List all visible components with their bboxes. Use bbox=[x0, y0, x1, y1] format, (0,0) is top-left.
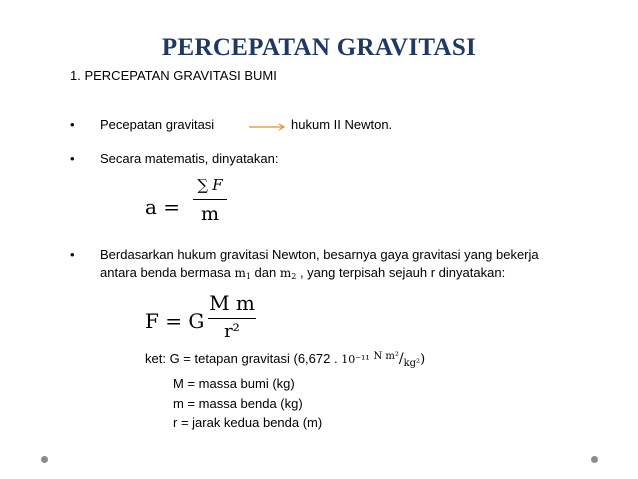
paragraph-line2 bbox=[100, 265, 505, 285]
paragraph-text: antara benda bermasa bbox=[100, 265, 235, 280]
ket-r: r = jarak kedua benda (m) bbox=[173, 415, 323, 430]
ket-power: 10⁻¹¹ bbox=[341, 353, 370, 366]
sigma-symbol: ∑ bbox=[197, 176, 209, 194]
slide-dot-icon bbox=[41, 456, 48, 463]
ket-unit-numerator: N m² bbox=[373, 351, 399, 362]
formula2-numerator: M m bbox=[209, 291, 255, 315]
arrow-right-icon bbox=[249, 123, 287, 131]
formula1-lhs: a = bbox=[145, 195, 181, 219]
section-heading: 1. PERCEPATAN GRAVITASI BUMI bbox=[70, 68, 277, 83]
ket-prefix: ket: G = tetapan gravitasi (6,672 . bbox=[145, 351, 342, 366]
bullet-icon: • bbox=[70, 117, 75, 132]
formula2-fraction-bar bbox=[208, 318, 256, 319]
formula1-denominator: m bbox=[200, 203, 220, 225]
bullet-icon: • bbox=[70, 151, 75, 166]
gravitasi-left-text: Pecepatan gravitasi bbox=[100, 117, 215, 132]
formula2-denominator: r² bbox=[224, 321, 240, 342]
mass2-symbol: $m_2$ bbox=[279, 266, 297, 281]
paragraph-text: , yang terpisah sejauh r dinyatakan: bbox=[296, 265, 506, 280]
matematis-text: Secara matematis, dinyatakan: bbox=[100, 151, 279, 166]
formula1-numerator bbox=[193, 176, 227, 194]
slide-dot-icon bbox=[591, 456, 598, 463]
slide-title: PERCEPATAN GRAVITASI bbox=[161, 34, 477, 61]
ket-unit-slash: / bbox=[398, 351, 404, 367]
paragraph-text: dan bbox=[250, 265, 280, 280]
ket-gravitational-constant bbox=[145, 349, 425, 372]
bullet-icon: • bbox=[70, 247, 75, 262]
ket-M: M = massa bumi (kg) bbox=[173, 376, 295, 391]
paragraph-line1: Berdasarkan hukum gravitasi Newton, besarnya gaya gravitasi yang bekerja bbox=[100, 247, 539, 262]
formula1-fraction-bar bbox=[193, 199, 227, 200]
ket-m: m = massa benda (kg) bbox=[173, 396, 303, 411]
force-symbol: F bbox=[212, 176, 223, 194]
ket-close-paren: ) bbox=[420, 352, 426, 367]
ket-unit-denominator: kg² bbox=[403, 358, 421, 369]
mass1-symbol: $m_1$ bbox=[234, 266, 251, 281]
gravitasi-right-text: hukum II Newton. bbox=[291, 117, 393, 132]
formula2-lhs: F = G bbox=[145, 309, 205, 333]
